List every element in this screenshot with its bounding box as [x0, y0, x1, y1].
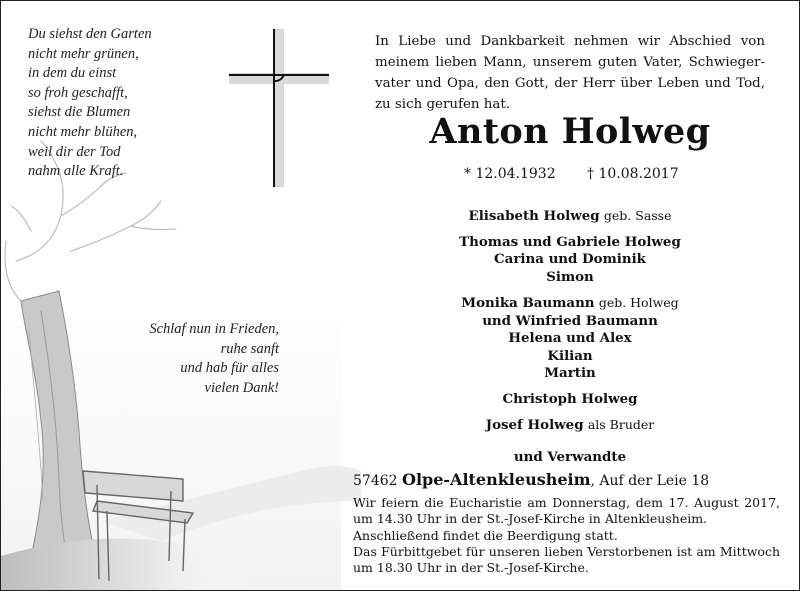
poem-line: nahm alle Kraft.: [28, 163, 124, 180]
mourner-note: geb. Sasse: [603, 208, 672, 223]
mourner-name: Josef Holweg: [485, 417, 584, 433]
cross-icon: [229, 29, 329, 189]
mourner-name: Monika Baumann: [461, 295, 595, 311]
mourner-name: und Verwandte: [513, 448, 627, 465]
poem-line: und hab für alles: [180, 360, 279, 377]
service-info-line: Anschließend findet die Beerdigung statt.: [353, 527, 618, 543]
mourner-group: [375, 416, 765, 435]
poem-line: so froh geschafft,: [28, 84, 128, 101]
service-info-line: um 18.30 Uhr in der St.-Josef-Kirche.: [353, 560, 589, 576]
mourners-list: [375, 207, 765, 474]
poem-line: siehst die Blumen: [28, 104, 131, 121]
mourner-group: [375, 449, 765, 467]
poem-line: ruhe sanft: [220, 340, 279, 357]
service-info: [353, 495, 780, 576]
mourner-group: [375, 234, 765, 287]
mourner-name: Christoph Holweg: [502, 390, 638, 407]
address: [353, 470, 709, 489]
mourner-group: [375, 294, 765, 383]
poem-line: in dem du einst: [28, 65, 117, 82]
poem-line: weil dir der Tod: [28, 143, 121, 160]
mourner-name: und Winfried Baumann: [482, 312, 658, 329]
postal-code: 57462: [353, 473, 398, 489]
deceased-name: Anton Holweg: [429, 111, 711, 152]
poem-top: [28, 25, 152, 182]
mourner-name: Kilian: [547, 347, 593, 364]
mourner-group: [375, 207, 765, 226]
service-info-line: Wir feiern die Eucharistie am Donnerstag, dem 17. August 2017,: [353, 495, 780, 510]
birth-date: * 12.04.1932: [464, 166, 556, 182]
poem-line: nicht mehr grünen,: [28, 45, 139, 62]
street: , Auf der Leie 18: [590, 473, 710, 489]
mourner-note: geb. Holweg: [598, 295, 679, 310]
mourner-name: Thomas und Gabriele Holweg: [459, 233, 681, 250]
mourner-name: Martin: [544, 365, 596, 381]
intro-text: In Liebe und Dankbarkeit nehmen wir Abschied von meinem lieben Mann, unserem guten Vater, Schwiegervater und Opa, den Gott, der Herr über Leben und Tod, zu sich gerufen hat.: [375, 34, 765, 112]
mourner-group: [375, 391, 765, 409]
city: Olpe-Altenkleusheim: [402, 470, 591, 489]
death-date: † 10.08.2017: [587, 166, 679, 182]
mourner-name: Helena und Alex: [508, 330, 632, 346]
poem-line: Du siehst den Garten: [28, 26, 152, 42]
mourner-note: als Bruder: [587, 417, 655, 432]
poem-middle: [149, 320, 279, 398]
mourner-name: Elisabeth Holweg: [468, 208, 600, 224]
mourner-name: Simon: [546, 268, 594, 285]
poem-line: vielen Dank!: [204, 379, 279, 396]
poem-line: nicht mehr blühen,: [28, 123, 138, 140]
service-info-line: Das Fürbittgebet für unseren lieben Verstorbenen ist am Mittwoch: [353, 543, 780, 559]
service-info-line: um 14.30 Uhr in der St.-Josef-Kirche in Altenkleusheim.: [353, 511, 708, 527]
poem-line: Schlaf nun in Frieden,: [149, 321, 279, 337]
mourner-name: Carina und Dominik: [494, 251, 646, 267]
